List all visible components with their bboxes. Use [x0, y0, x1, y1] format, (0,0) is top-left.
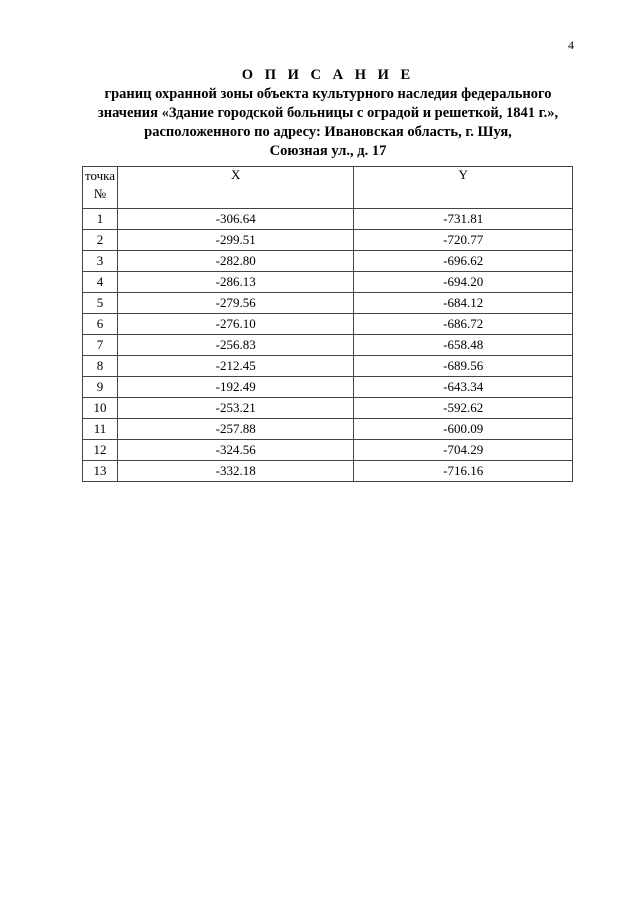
cell-x: -324.56 — [117, 440, 353, 461]
cell-point-number: 13 — [83, 461, 118, 482]
header-point-number — [83, 167, 118, 209]
cell-y: -600.09 — [354, 419, 573, 440]
cell-point-number: 8 — [83, 356, 118, 377]
table-row — [83, 335, 573, 356]
cell-x: -299.51 — [117, 230, 353, 251]
title-line-4: Союзная ул., д. 17 — [269, 143, 387, 159]
cell-point-number: 7 — [83, 335, 118, 356]
page-number: 4 — [568, 38, 574, 52]
table-row — [83, 440, 573, 461]
title-line-1: границ охранной зоны объекта культурного наследия федерального — [104, 86, 552, 102]
header-y: Y — [354, 167, 573, 209]
cell-y: -592.62 — [354, 398, 573, 419]
table-body — [83, 209, 573, 482]
table-row — [83, 209, 573, 230]
cell-point-number: 6 — [83, 314, 118, 335]
cell-point-number: 9 — [83, 377, 118, 398]
cell-y: -704.29 — [354, 440, 573, 461]
cell-x: -257.88 — [117, 419, 353, 440]
table-row — [83, 419, 573, 440]
cell-y: -720.77 — [354, 230, 573, 251]
cell-x: -253.21 — [117, 398, 353, 419]
cell-y: -694.20 — [354, 272, 573, 293]
table-row — [83, 314, 573, 335]
table-row — [83, 272, 573, 293]
cell-x: -286.13 — [117, 272, 353, 293]
cell-point-number: 5 — [83, 293, 118, 314]
header-number-sign: № — [93, 186, 107, 201]
cell-x: -192.49 — [117, 377, 353, 398]
cell-y: -686.72 — [354, 314, 573, 335]
title-line-3: расположенного по адресу: Ивановская область, г. Шуя, — [144, 124, 512, 140]
cell-y: -731.81 — [354, 209, 573, 230]
table-header-row — [83, 167, 573, 209]
cell-x: -282.80 — [117, 251, 353, 272]
title-line-2: значения «Здание городской больницы с оградой и решеткой, 1841 г.», — [97, 105, 559, 121]
cell-point-number: 1 — [83, 209, 118, 230]
header-point-label: точка — [84, 168, 116, 183]
cell-x: -279.56 — [117, 293, 353, 314]
cell-x: -256.83 — [117, 335, 353, 356]
cell-y: -716.16 — [354, 461, 573, 482]
cell-point-number: 11 — [83, 419, 118, 440]
cell-y: -689.56 — [354, 356, 573, 377]
cell-point-number: 12 — [83, 440, 118, 461]
table-row — [83, 251, 573, 272]
cell-x: -212.45 — [117, 356, 353, 377]
table-row — [83, 293, 573, 314]
title-heading: О П И С А Н И Е — [241, 67, 415, 83]
cell-point-number: 10 — [83, 398, 118, 419]
cell-y: -696.62 — [354, 251, 573, 272]
cell-x: -306.64 — [117, 209, 353, 230]
cell-point-number: 2 — [83, 230, 118, 251]
document-title — [60, 66, 596, 161]
cell-x: -276.10 — [117, 314, 353, 335]
header-x: X — [117, 167, 353, 209]
table-row — [83, 377, 573, 398]
cell-y: -643.34 — [354, 377, 573, 398]
cell-y: -684.12 — [354, 293, 573, 314]
cell-y: -658.48 — [354, 335, 573, 356]
cell-x: -332.18 — [117, 461, 353, 482]
table-row — [83, 356, 573, 377]
cell-point-number: 4 — [83, 272, 118, 293]
cell-point-number: 3 — [83, 251, 118, 272]
coordinates-table — [82, 166, 573, 482]
table-row — [83, 398, 573, 419]
table-row — [83, 230, 573, 251]
table-row — [83, 461, 573, 482]
